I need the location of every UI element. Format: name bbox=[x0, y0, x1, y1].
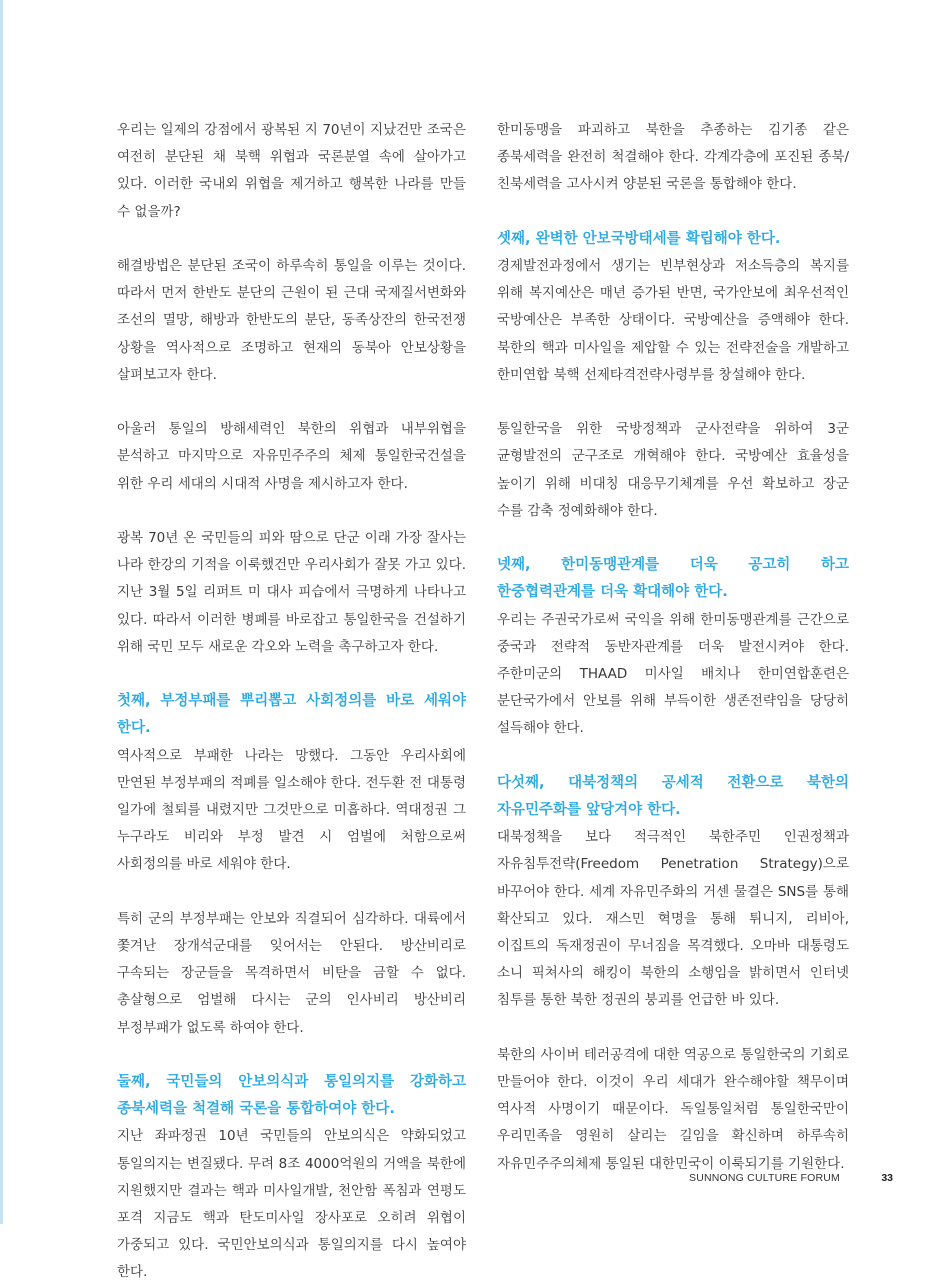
paragraph: 역사적으로 부패한 나라는 망했다. 그동안 우리사회에 만연된 부정부패의 적폐를 일소해야 한다. 전두환 전 대통령 일가에 철퇴를 내렸지만 그것만으로 미흡하다. 역대정권 그 누구라도 비리와 부정 발견 시 엄벌에 처함으로써 사회정의를 바로 세워야 한다. bbox=[117, 747, 466, 873]
paragraph: 특히 군의 부정부패는 안보와 직결되어 심각하다. 대륙에서 쫓겨난 장개석군대를 잊어서는 안된다. 방산비리로 구속되는 장군들을 목격하면서 비탄을 금할 수 없다. 총살형으로 엄벌해 다시는 군의 인사비리 방산비리 부정부패가 없도록 하여야 한다. bbox=[117, 910, 466, 1036]
paragraph: 한미동맹을 파괴하고 북한을 추종하는 김기종 같은 종북세력을 완전히 척결해야 한다. 각계각층에 포진된 종북/친북세력을 고사시켜 양분된 국론을 통합해야 한다. bbox=[497, 122, 849, 193]
paragraph: 대북정책을 보다 적극적인 북한주민 인권정책과 자유침투전략(Freedom Penetration Strategy)으로 바꾸어야 한다. 세계 자유민주화의 거센 물결은 SNS를 통해 확산되고 있다. 재스민 혁명을 통해 튀니지, 리비아, 이집트의 독재정권이 무너짐을 목격했다. 오마바 대통령도 소니 픽쳐사의 해킹이 북한의 소행임을 밝히면서 인터넷 침투를 통한 북한 정권의 붕괴를 언급한 바 있다. bbox=[497, 829, 849, 1009]
section-heading: 넷째, 한미동맹관계를 더욱 공고히 하고 한중협력관계를 더욱 확대해야 한다. bbox=[497, 557, 849, 601]
paragraph: 아울러 통일의 방해세력인 북한의 위협과 내부위협을 분석하고 마지막으로 자유민주주의 체제 통일한국건설을 위한 우리 세대의 시대적 사명을 제시하고자 한다. bbox=[117, 421, 466, 492]
section-heading: 둘째, 국민들의 안보의식과 통일의지를 강화하고 종북세력을 척결해 국론을 통합하여야 한다. bbox=[117, 1074, 466, 1118]
page-edge-rule bbox=[0, 0, 3, 1224]
page-footer bbox=[0, 1172, 939, 1188]
paragraph: 광복 70년 온 국민들의 피와 땀으로 단군 이래 가장 잘사는 나라 한강의 기적을 이룩했건만 우리사회가 잘못 가고 있다. 지난 3월 5일 리퍼트 미 대사 피습에서 극명하게 나타나고 있다. 따라서 이러한 병폐를 바로잡고 통일한국을 건설하기 위해 국민 모두 새로운 각오와 노력을 촉구하고자 한다. bbox=[117, 530, 466, 655]
paragraph: 해결방법은 분단된 조국이 하루속히 통일을 이루는 것이다. 따라서 먼저 한반도 분단의 근원이 된 근대 국제질서변화와 조선의 멸망, 해방과 한반도의 분단, 동족상잔의 한국전쟁 상황을 역사적으로 조명하고 현재의 동북아 안보상황을 살펴보고자 한다. bbox=[117, 258, 466, 383]
paragraph: 북한의 사이버 테러공격에 대한 역공으로 통일한국의 기회로 만들어야 한다. 이것이 우리 세대가 완수해야할 책무이며 역사적 사명이기 때문이다. 독일통일처럼 통일한국만이 우리민족을 영원히 살리는 길임을 확신하며 하루속히 자유민주주의체제 통일된 대한민국이 이룩되기를 기원한다. bbox=[497, 1046, 849, 1172]
paragraph: 경제발전과정에서 생기는 빈부현상과 저소득층의 복지를 위해 복지예산은 매년 증가된 반면, 국가안보에 최우선적인 국방예산은 부족한 상태이다. 국방예산을 증액해야 한다. 북한의 핵과 미사일을 제압할 수 있는 전략전술을 개발하고 한미연합 북핵 선제타격전략사령부를 창설해야 한다. bbox=[497, 258, 849, 383]
section-heading: 첫째, 부정부패를 뿌리뽑고 사회정의를 바로 세워야 한다. bbox=[117, 693, 466, 737]
right-column bbox=[497, 117, 849, 1178]
paragraph: 통일한국을 위한 국방정책과 군사전략을 위하여 3군 균형발전의 군구조로 개혁해야 한다. 국방예산 효율성을 높이기 위해 비대칭 대응무기체계를 우선 확보하고 장군 수를 감축 정예화해야 한다. bbox=[497, 421, 849, 519]
paragraph: 우리는 주권국가로써 국익을 위해 한미동맹관계를 근간으로 중국과 전략적 동반자관계를 더욱 발전시켜야 한다. 주한미군의 THAAD 미사일 배치나 한미연합훈련은 분단국가에서 안보를 위해 부득이한 생존전략임을 당당히 설득해야 한다. bbox=[497, 611, 849, 737]
publication-name: SUNNONG CULTURE FORUM bbox=[688, 1172, 840, 1184]
paragraph: 지난 좌파정권 10년 국민들의 안보의식은 약화되었고 통일의지는 변질됐다. 무려 8조 4000억원의 거액을 북한에 지원했지만 결과는 핵과 미사일개발, 천안함 폭침과 연평도 포격 지금도 핵과 탄도미사일 장사포로 오히려 위협이 가중되고 있다. 국민안보의식과 통일의지를 다시 높여야 한다. bbox=[117, 1128, 466, 1281]
left-column bbox=[117, 117, 466, 1287]
page-number: 33 bbox=[881, 1172, 893, 1184]
section-heading: 셋째, 완벽한 안보국방태세를 확립해야 한다. bbox=[497, 230, 781, 247]
paragraph: 우리는 일제의 강점에서 광복된 지 70년이 지났건만 조국은 여전히 분단된 채 북핵 위협과 국론분열 속에 살아가고 있다. 이러한 국내외 위협을 제거하고 행복한 나라를 만들 수 없을까? bbox=[117, 122, 466, 220]
section-heading: 다섯째, 대북정책의 공세적 전환으로 북한의 자유민주화를 앞당겨야 한다. bbox=[497, 774, 849, 819]
